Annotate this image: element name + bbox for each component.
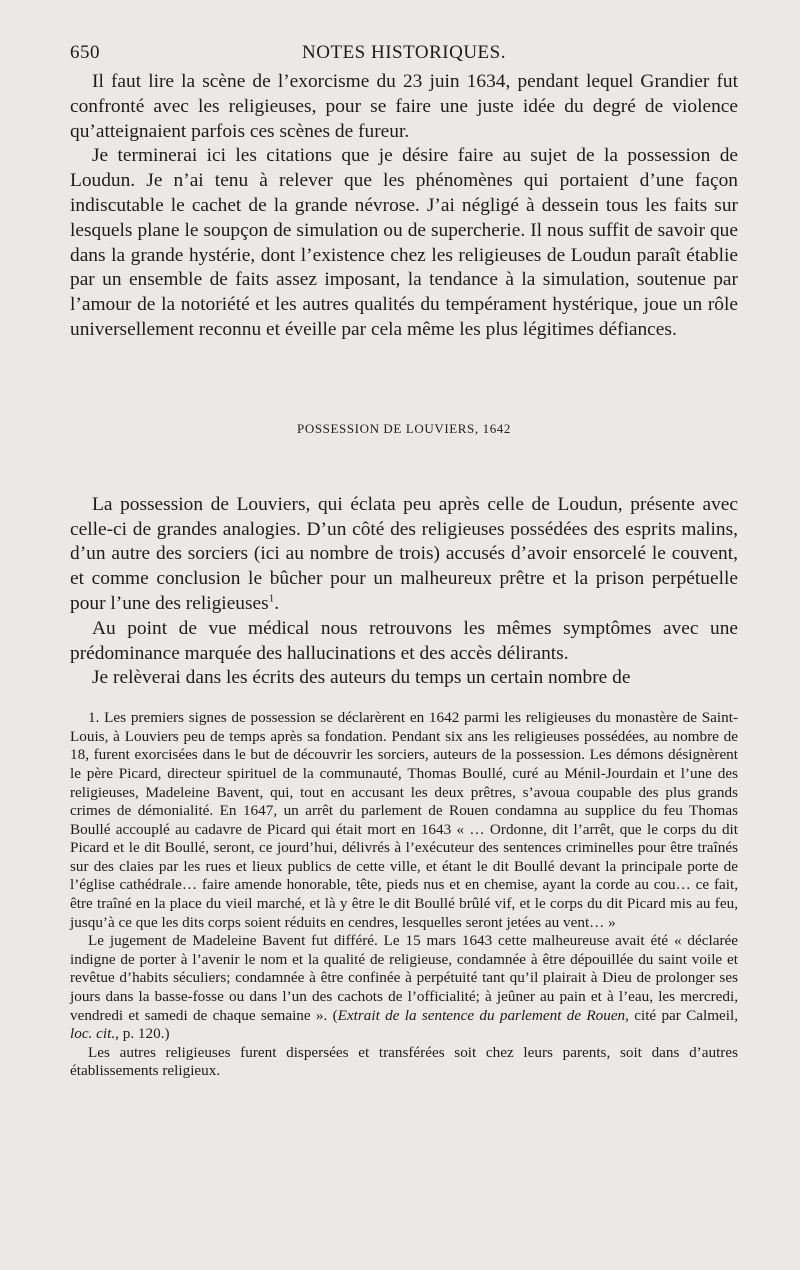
running-title: NOTES HISTORIQUES.	[302, 42, 506, 63]
paragraph-continuation: Je relèverai dans les écrits des auteurs du temps un certain nombre de	[92, 667, 631, 689]
running-header	[70, 40, 738, 70]
footnote-other-nuns: Les autres religieuses furent dispersées et transférées soit chez leurs parents, soit dans d’autres établissements religieux.	[70, 1043, 738, 1080]
paragraph-louviers-end: .	[274, 592, 280, 614]
paragraph-medical: Au point de vue médical nous retrouvons les mêmes symptômes avec une prédominance marquée des hallucinations et des accès délirants.	[70, 617, 738, 664]
footnote-source-title: Extrait de la sentence du parlement de Rouen,	[337, 1006, 629, 1024]
paragraph-louviers-text: La possession de Louviers, qui éclata peu après celle de Loudun, présente avec celle-ci de grandes analogies. D’un côté des religieuses possédées des esprits malins, d’un autre des sorciers (ici au nombre de trois) accusés d’avoir ensorcelé le couvent, et comme conclusion le bûcher pour un malheureux prêtre et la prison perpétuelle pour l’une des religieuses	[70, 493, 738, 614]
footnote-citation-mid: cité par Calmeil,	[628, 1006, 738, 1024]
footnote-reference: 1	[268, 592, 275, 605]
footnotes	[70, 709, 738, 1081]
paragraph-exorcism: Il faut lire la scène de l’exorcisme du 23 juin 1634, pendant lequel Grandier fut confronté avec les religieuses, pour se faire une juste idée du degré de violence qu’atteignaient parfois ces scènes de fureur.	[70, 71, 738, 142]
footnote-judgment	[70, 932, 738, 1044]
paragraph-loudun-conclusion: Je terminerai ici les citations que je désire faire au sujet de la possession de Loudun. Je n’ai tenu à relever que les phénomènes qui portaient d’une façon indiscutable le cachet de la grande névrose. J’ai négligé à dessein tous les faits sur lesquels plane le soupçon de simulation ou de supercherie. Il nous suffit de savoir que dans la grande hystérie, dont l’existence chez les religieuses de Loudun paraît établie par un ensemble de faits assez imposant, la tendance à la simulation, soutenue par l’amour de la notoriété et les autres qualités du tempérament hystérique, joue un rôle universellement reconnu et éveille par cela même les plus légitimes défiances.	[70, 145, 738, 340]
main-text	[70, 70, 738, 691]
page-number: 650	[70, 42, 100, 63]
paragraph-louviers-intro	[70, 493, 738, 617]
footnote-citation-end: p. 120.)	[118, 1025, 170, 1043]
footnote-judgment-text: Le jugement de Madeleine Bavent fut différé. Le 15 mars 1643 cette malheureuse avait été « déclarée indigne de porter à l’avenir le nom et la qualité de religieuse, condamnée à être dépouillée du saint voile et revêtue d’habits séculiers; condamnée à être confinée à perpétuité tant qu’il plairait à Dieu de prolonger ses jours dans la basse-fosse ou dans l’un des cachots de l’officialité; à jeûner au pain et à l’eau, les mercredi, vendredi et samedi de chaque semaine ». (	[70, 932, 738, 1024]
footnote-loc-cit: loc. cit.,	[70, 1025, 119, 1043]
footnote-1: 1. Les premiers signes de possession se déclarèrent en 1642 parmi les religieuses du monastère de Saint-Louis, à Louviers peu de temps après sa fondation. Pendant six ans les religieuses possédées, au nombre de 18, furent exorcisées dans le but de découvrir les sorciers, auteurs de la possession. Les démons désignèrent le père Picard, directeur spirituel de la communauté, Thomas Boullé, curé au Ménil-Jourdain et l’une des religieuses, Madeleine Bavent, qui, tout en accusant les deux prêtres, s’avoua coupable des plus grands crimes de démonialité. En 1647, un arrêt du parlement de Rouen condamna au supplice du feu Thomas Boullé accouplé au cadavre de Picard qui était mort en 1643 « … Ordonne, dit l’arrêt, que le corps du dit Picard et le dit Boullé, seront, ce jourd’hui, délivrés à l’exécuteur des sentences criminelles pour être traînés sur des claies par les rues et lieux publics de cette ville, et étant le dit Boullé devant la principale porte de l’église cathédrale… faire amende honorable, tête, pieds nus et en chemise, ayant la corde au cou… ce fait, être traîné en la place du vieil marché, et là y être le dit Boullé brûlé vif, et le corps du dit Picard mis au feu, jusqu’à ce que les dits corps soient réduits en cendres, lesquelles seront jetées au vent… »	[70, 709, 738, 931]
section-heading: POSSESSION DE LOUVIERS, 1642	[297, 420, 511, 436]
